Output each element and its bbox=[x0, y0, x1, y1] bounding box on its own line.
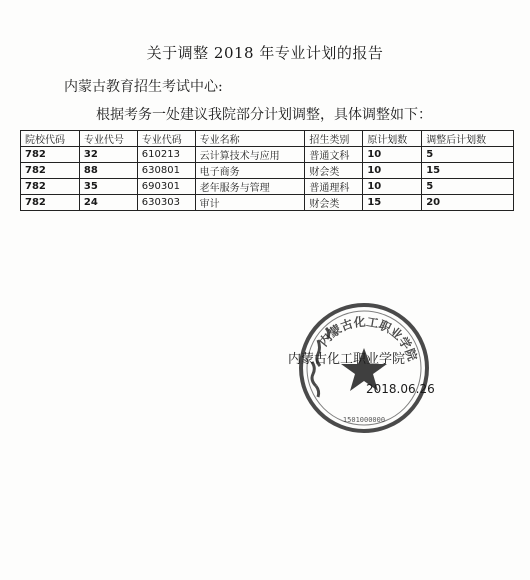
cell-adjusted-plan: 5 bbox=[422, 179, 514, 195]
header-original-plan: 原计划数 bbox=[363, 131, 422, 147]
cell-major-name: 审计 bbox=[195, 195, 305, 211]
header-school-code: 院校代码 bbox=[21, 131, 80, 147]
cell-major-number: 24 bbox=[79, 195, 137, 211]
cell-major-number: 88 bbox=[79, 163, 137, 179]
header-major-name: 专业名称 bbox=[195, 131, 305, 147]
addressee: 内蒙古教育招生考试中心: bbox=[64, 79, 223, 95]
cell-original-plan: 10 bbox=[363, 179, 422, 195]
document-title: 关于调整 2018 年专业计划的报告 bbox=[146, 44, 384, 62]
header-major-number: 专业代号 bbox=[79, 131, 137, 147]
table-row bbox=[21, 179, 514, 195]
signature-date: 2018.06.26 bbox=[366, 382, 435, 396]
cell-adjusted-plan: 20 bbox=[422, 195, 514, 211]
cell-category: 普通文科 bbox=[305, 147, 363, 163]
cell-major-name: 电子商务 bbox=[195, 163, 305, 179]
cell-major-name: 云计算技术与应用 bbox=[195, 147, 305, 163]
plan-adjustment-table bbox=[20, 130, 514, 211]
cell-major-code: 610213 bbox=[137, 147, 195, 163]
cell-school-code: 782 bbox=[21, 147, 80, 163]
cell-major-name: 老年服务与管理 bbox=[195, 179, 305, 195]
cell-major-code: 690301 bbox=[137, 179, 195, 195]
signature-organization: 内蒙古化工职业学院 bbox=[288, 352, 406, 367]
cell-major-code: 630801 bbox=[137, 163, 195, 179]
cell-original-plan: 10 bbox=[363, 147, 422, 163]
header-category: 招生类别 bbox=[305, 131, 363, 147]
cell-major-number: 35 bbox=[79, 179, 137, 195]
table-header-row bbox=[21, 131, 514, 147]
cell-category: 财会类 bbox=[305, 163, 363, 179]
cell-category: 普通理科 bbox=[305, 179, 363, 195]
intro-paragraph: 根据考务一处建议我院部分计划调整，具体调整如下： bbox=[96, 107, 432, 123]
cell-original-plan: 10 bbox=[363, 163, 422, 179]
seal-text: 内蒙古化工职业学院 bbox=[316, 314, 420, 363]
official-seal-icon bbox=[296, 300, 432, 436]
cell-school-code: 782 bbox=[21, 163, 80, 179]
cell-school-code: 782 bbox=[21, 179, 80, 195]
table-row bbox=[21, 195, 514, 211]
table-row bbox=[21, 147, 514, 163]
table-row bbox=[21, 163, 514, 179]
cell-adjusted-plan: 5 bbox=[422, 147, 514, 163]
cell-major-code: 630303 bbox=[137, 195, 195, 211]
cell-original-plan: 15 bbox=[363, 195, 422, 211]
cell-major-number: 32 bbox=[79, 147, 137, 163]
cell-category: 财会类 bbox=[305, 195, 363, 211]
seal-code: 1501000000 bbox=[342, 416, 386, 424]
header-adjusted-plan: 调整后计划数 bbox=[422, 131, 514, 147]
cell-school-code: 782 bbox=[21, 195, 80, 211]
header-major-code: 专业代码 bbox=[137, 131, 195, 147]
cell-adjusted-plan: 15 bbox=[422, 163, 514, 179]
